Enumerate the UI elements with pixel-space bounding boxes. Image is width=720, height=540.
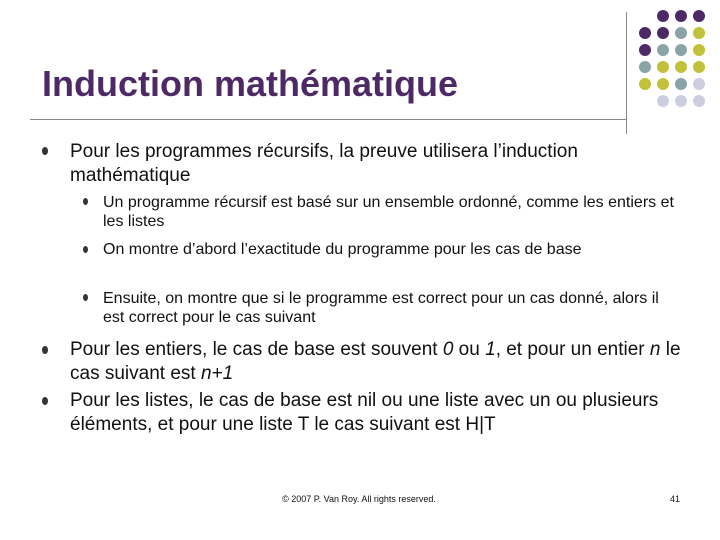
bullet-2-text-c: , et pour un entier (495, 339, 650, 360)
sub-bullet-marker (83, 198, 88, 205)
bullet-marker (42, 346, 48, 354)
bullet-2-zero: 0 (442, 339, 454, 360)
page-number: 41 (669, 494, 680, 504)
decorative-dot (657, 10, 669, 22)
decorative-dot (675, 27, 687, 39)
slide-title: Induction mathématique (42, 63, 459, 104)
decorative-dot (639, 78, 651, 90)
title-divider (30, 119, 627, 120)
decorative-dot (639, 61, 651, 73)
decorative-dot (693, 61, 705, 73)
bullet-2-n-plus-1: n+1 (200, 363, 234, 384)
decorative-dot (675, 61, 687, 73)
decorative-dot (693, 10, 705, 22)
bullet-2-text-a: Pour les entiers, le cas de base est souvent (70, 339, 443, 360)
decorative-dot (657, 95, 669, 107)
decorative-dot (657, 27, 669, 39)
bullet-2-text-b: ou (453, 339, 486, 360)
decorative-dot (693, 95, 705, 107)
decorative-dot-grid (639, 10, 719, 120)
bullet-marker (42, 397, 48, 405)
decorative-dot (675, 78, 687, 90)
decorative-dot (657, 44, 669, 56)
sub-bullet-3: Ensuite, on montre que si le programme est correct pour un cas donné, alors il est correct pour le cas suivant (103, 290, 659, 326)
decorative-dot (693, 78, 705, 90)
bullet-2-one: 1 (485, 339, 496, 360)
decorative-dot (639, 27, 651, 39)
footer-copyright: © 2007 P. Van Roy. All rights reserved. (282, 494, 436, 504)
sub-bullet-1: Un programme récursif est basé sur un ensemble ordonné, comme les entiers et les listes (103, 194, 674, 230)
bullet-marker (42, 147, 48, 155)
decorative-dot (675, 10, 687, 22)
decorative-dot (657, 61, 669, 73)
decorative-dot (675, 95, 687, 107)
decorative-dot (657, 78, 669, 90)
sub-bullet-marker (83, 246, 88, 253)
vertical-divider (626, 12, 627, 134)
decorative-dot (675, 44, 687, 56)
decorative-dot (693, 44, 705, 56)
bullet-2-text-d: le cas suivant est (70, 339, 681, 384)
decorative-dot (693, 27, 705, 39)
sub-bullet-2: On montre d’abord l’exactitude du programme pour les cas de base (103, 241, 582, 258)
bullet-1: Pour les programmes récursifs, la preuve utilisera l’induction mathématique (70, 141, 578, 186)
bullet-2 (70, 338, 690, 386)
bullet-3: Pour les listes, le cas de base est nil ou une liste avec un ou plusieurs éléments, et pour une liste T le cas suivant est H|T (70, 390, 659, 435)
bullet-2-n: n (649, 339, 661, 360)
decorative-dot (639, 44, 651, 56)
sub-bullet-marker (83, 294, 88, 301)
